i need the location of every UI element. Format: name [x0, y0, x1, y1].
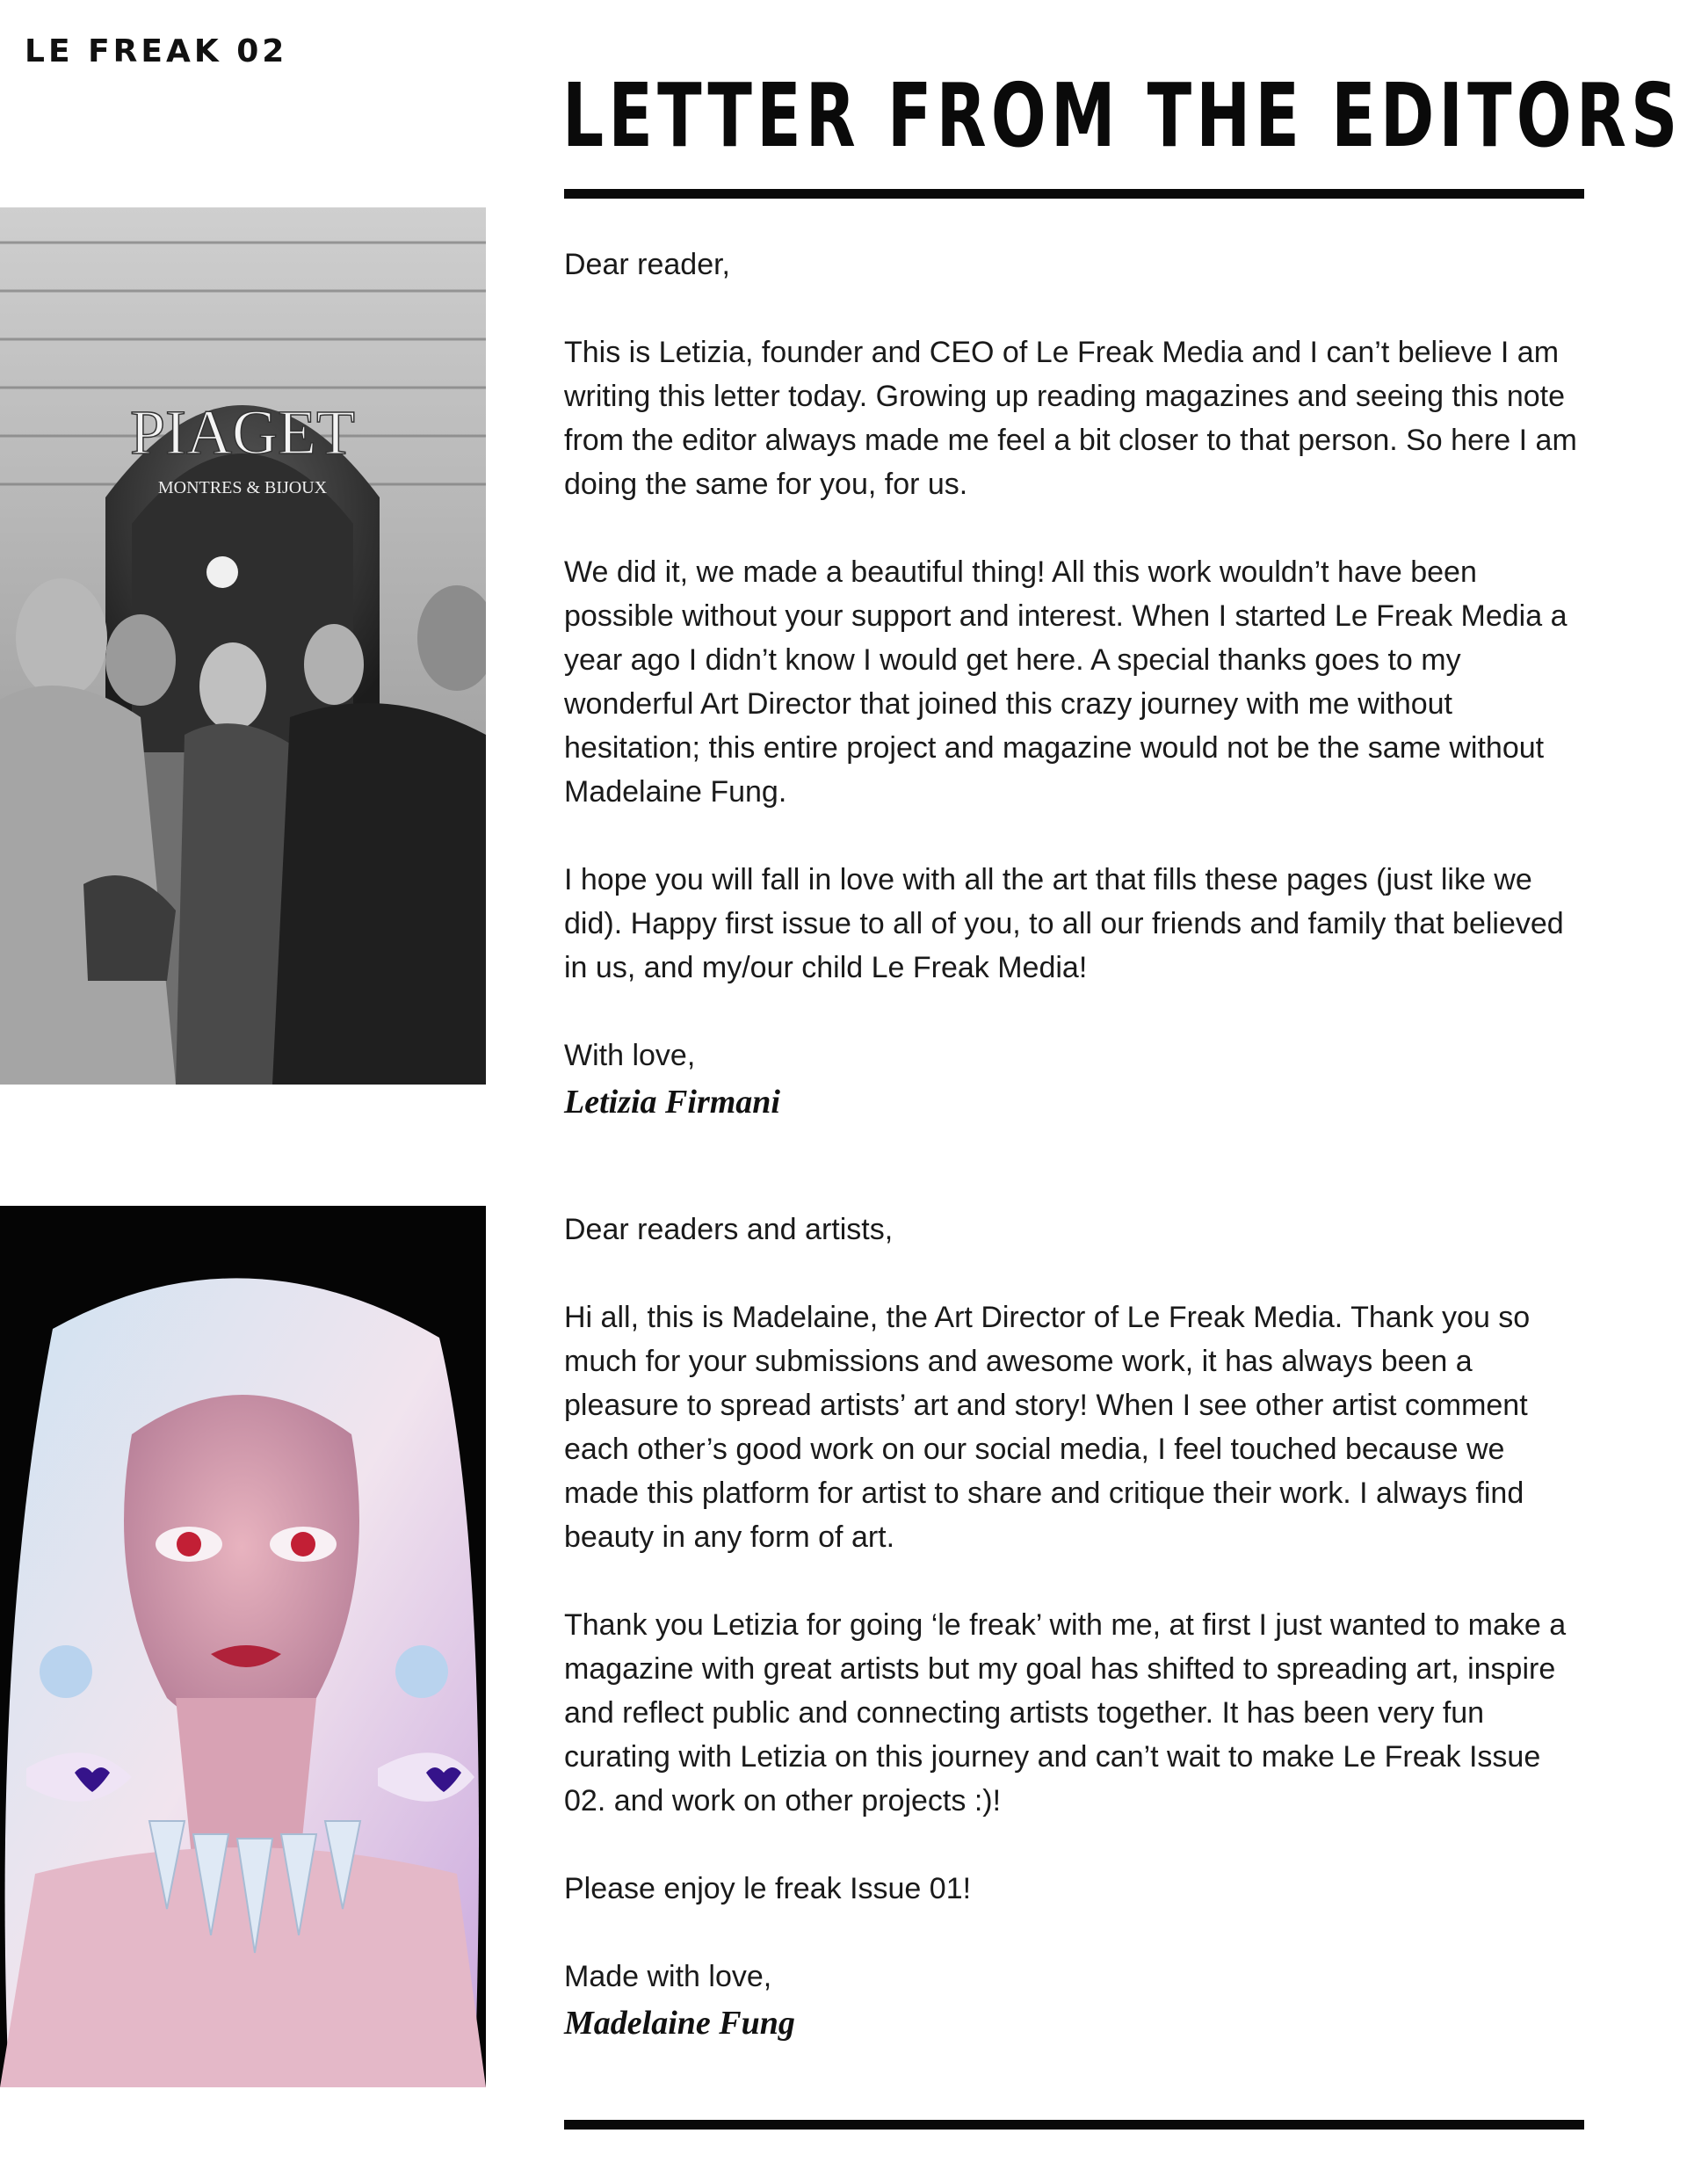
letter-closing: With love,	[564, 1039, 696, 1072]
letter-paragraph: Please enjoy le freak Issue 01!	[564, 1872, 972, 1905]
letter-greeting: Dear readers and artists,	[564, 1213, 894, 1246]
letter-paragraph: This is Letizia, founder and CEO of Le Freak Media and I can’t believe I am writing this letter today. Growing up reading magazines and seeing this note from the editor always made me feel a bit closer to that person. So here I am doing the same for you, for us.	[564, 336, 1577, 501]
letter-paragraph: Hi all, this is Madelaine, the Art Director of Le Freak Media. Thank you so much for your submissions and awesome work, it has always been a pleasure to spread artists’ art and story! When I see other artist comment each other’s good work on our social media, I feel touched because we made this platform for artist to share and critique their work. I always find beauty in any form of art.	[564, 1301, 1531, 1554]
letter-madelaine	[564, 1208, 1583, 2048]
black-and-white-street-photo-icon	[0, 207, 486, 1085]
letter-greeting: Dear reader,	[564, 248, 730, 281]
footer-divider	[564, 2120, 1584, 2130]
letter-paragraph: I hope you will fall in love with all the art that fills these pages (just like we did). Happy first issue to all of you, to all our friends and family that believed in us, and my/our child Le Freak Media!	[564, 863, 1564, 984]
signature-madelaine: Madelaine Fung	[564, 2005, 795, 2042]
page-title: LETTER FROM THE EDITORS	[562, 64, 1683, 167]
letter-paragraph: Thank you Letizia for going ‘le freak’ with me, at first I just wanted to make a magazine with great artists but my goal has shifted to spreading art, inspire and reflect public and connecting artists together. It has been very fun curating with Letizia on this journey and can’t wait to make Le Freak Issue 02. and work on other projects :)!	[564, 1608, 1567, 1818]
signature-letizia: Letizia Firmani	[564, 1084, 780, 1121]
letter-letizia	[564, 243, 1583, 1127]
magazine-label: LE FREAK 02	[25, 33, 288, 69]
street-photo	[0, 207, 486, 1085]
sign-subtext: MONTRES & BIJOUX	[157, 478, 328, 497]
sign-text: PIAGET	[130, 397, 355, 468]
letter-closing: Made with love,	[564, 1960, 772, 1993]
pastel-portrait-illustration-icon	[0, 1206, 486, 2087]
letter-paragraph: We did it, we made a beautiful thing! All this work wouldn’t have been possible without your support and interest. When I started Le Freak Media a year ago I didn’t know I would get here. A special thanks goes to my wonderful Art Director that joined this crazy journey with me without hesitation; this entire project and magazine would not be the same without Madelaine Fung.	[564, 555, 1568, 809]
portrait-illustration	[0, 1206, 486, 2087]
title-divider	[564, 189, 1584, 199]
